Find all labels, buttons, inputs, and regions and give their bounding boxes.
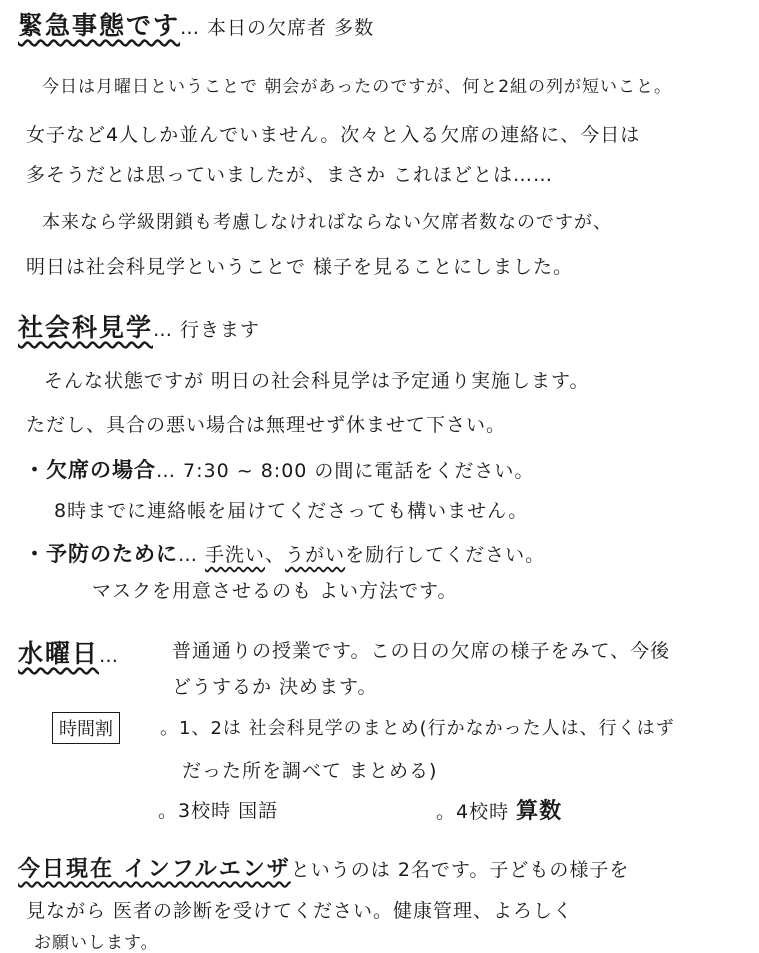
prevention-rest: を励行してください。 (345, 544, 546, 566)
paragraph-line: 多そうだとは思っていましたが、まさか これほどとは…… (26, 164, 554, 186)
gargling-word: うがい (285, 544, 346, 566)
field-trip-title: 社会科見学 (18, 313, 154, 342)
emergency-title: 緊急事態です (18, 11, 181, 40)
influenza-line (18, 852, 629, 883)
paragraph-line: 明日は社会科見学ということで 様子を見ることにしました。 (26, 256, 574, 278)
prevention-dots: … (178, 544, 206, 566)
paragraph-line: 女子など4人しか並んでいません。次々と入る欠席の連絡に、今日は (26, 124, 641, 146)
field-trip-line: そんな状態ですが 明日の社会科見学は予定通り実施します。 (44, 370, 590, 392)
prevention-line2: マスクを用意させるのも よい方法です。 (92, 580, 458, 602)
field-trip-title-suffix: … 行きます (153, 319, 261, 341)
paragraph-line: 本来なら学級閉鎖も考慮しなければならない欠席者数なのですが、 (42, 212, 612, 233)
wednesday-line: 普通通りの授業です。この日の欠席の様子をみて、今後 (172, 640, 671, 662)
section-title-wednesday (18, 634, 119, 670)
timetable-item: 。1、2は 社会科見学のまとめ(行かなかった人は、行くはず (160, 718, 675, 739)
section-title-field-trip (18, 308, 260, 344)
paragraph-line: 今日は月曜日ということで 朝会があったのですが、何と2組の列が短いこと。 (42, 77, 673, 97)
absence-line2: 8時までに連絡帳を届けてくださっても構いません。 (54, 500, 529, 522)
field-trip-line: ただし、具合の悪い場合は無理せず休ませて下さい。 (26, 414, 507, 436)
prevention-item (24, 538, 545, 568)
handwashing-word: 手洗い (205, 544, 266, 566)
timetable-label: 時間割 (52, 712, 120, 744)
period4-label: 。4校時 (436, 801, 510, 823)
prevention-separator: 、 (265, 544, 286, 566)
wednesday-title-suffix: … (99, 645, 120, 667)
influenza-line3: お願いします。 (34, 933, 159, 953)
influenza-title: 今日現在 インフルエンザ (18, 857, 291, 882)
absence-text: … 7:30 ~ 8:00 の間に電話をください。 (156, 460, 535, 482)
section-title-emergency (18, 6, 374, 42)
wednesday-line: どうするか 決めます。 (172, 676, 378, 698)
timetable-item-cont: だった所を調べて まとめる) (182, 760, 438, 782)
math-subject: 算数 (516, 799, 563, 824)
wednesday-title: 水曜日 (18, 639, 100, 668)
timetable-item: 。3校時 国語 (158, 800, 279, 822)
emergency-title-suffix: … 本日の欠席者 多数 (180, 17, 375, 39)
influenza-line2: 見ながら 医者の診断を受けてください。健康管理、よろしく (26, 900, 574, 922)
prevention-label: ・予防のために (24, 542, 178, 566)
timetable-item (436, 794, 562, 825)
absence-item (24, 454, 534, 484)
absence-label: ・欠席の場合 (24, 458, 156, 482)
influenza-rest: というのは 2名です。子どもの様子を (290, 859, 630, 881)
